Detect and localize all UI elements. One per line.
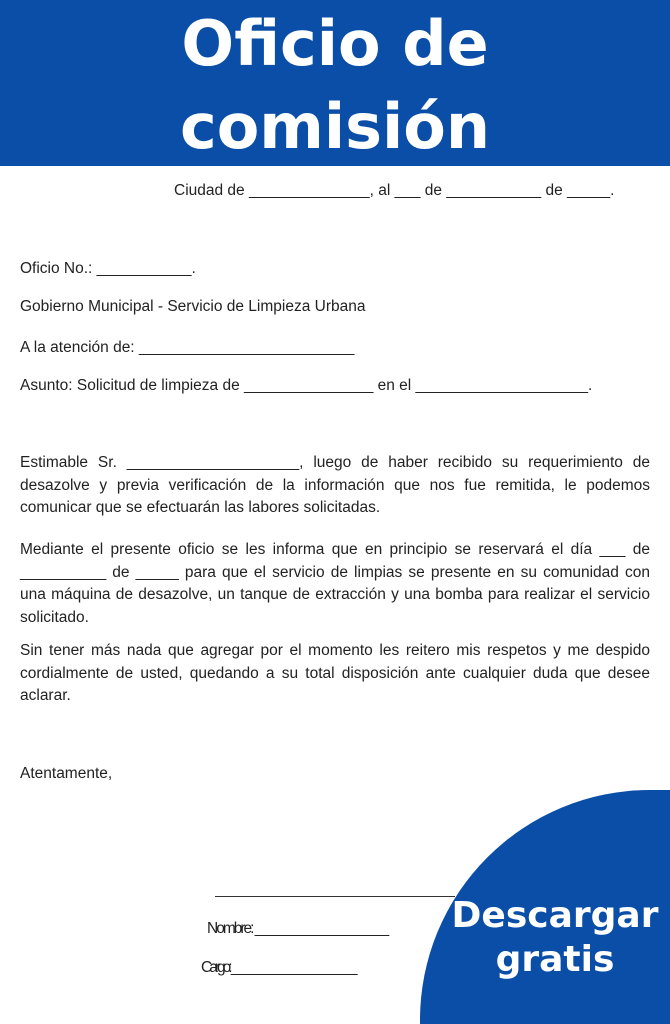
page-title-line1: Oficio de (181, 7, 489, 80)
attention-line: A la atención de: _________________________ (20, 339, 355, 356)
signature-line (215, 896, 455, 897)
download-label-line1[interactable]: Descargar (451, 895, 659, 936)
paragraph-2: Mediante el presente oficio se les informa que en principio se reservará el día ___ de __________ de _____ para que el servicio de limpias se presente en su comunidad con una máquina de desazolve, un tanque de extracción y una bomba para realizar el servicio solicitado. (20, 541, 650, 626)
position-field: Cargo: ______________________ (201, 959, 355, 976)
subject-line: Asunto: Solicitud de limpieza de _______________ en el ____________________. (20, 377, 593, 394)
header-banner (0, 0, 670, 166)
oficio-number: Oficio No.: ___________. (20, 260, 196, 277)
name-field: Nombre: ____________________ (207, 920, 388, 937)
paragraph-1: Estimable Sr. ____________________, luego de haber recibido su requerimiento de desazolve y previa verificación de la información que nos fue remitida, le podemos comunicar que se efectuarán las labores solicitadas. (20, 454, 650, 516)
download-label-line2[interactable]: gratis (495, 939, 615, 980)
closing: Atentamente, (20, 765, 113, 782)
date-line: Ciudad de ______________, al ___ de ___________ de _____. (174, 182, 615, 199)
page-title-line2: comisión (179, 90, 491, 163)
recipient: Gobierno Municipal - Servicio de Limpieza Urbana (20, 298, 366, 315)
paragraph-3: Sin tener más nada que agregar por el momento les reitero mis respetos y me despido cordialmente de usted, quedando a su total disposición ante cualquier duda que desee aclarar. (20, 642, 650, 704)
